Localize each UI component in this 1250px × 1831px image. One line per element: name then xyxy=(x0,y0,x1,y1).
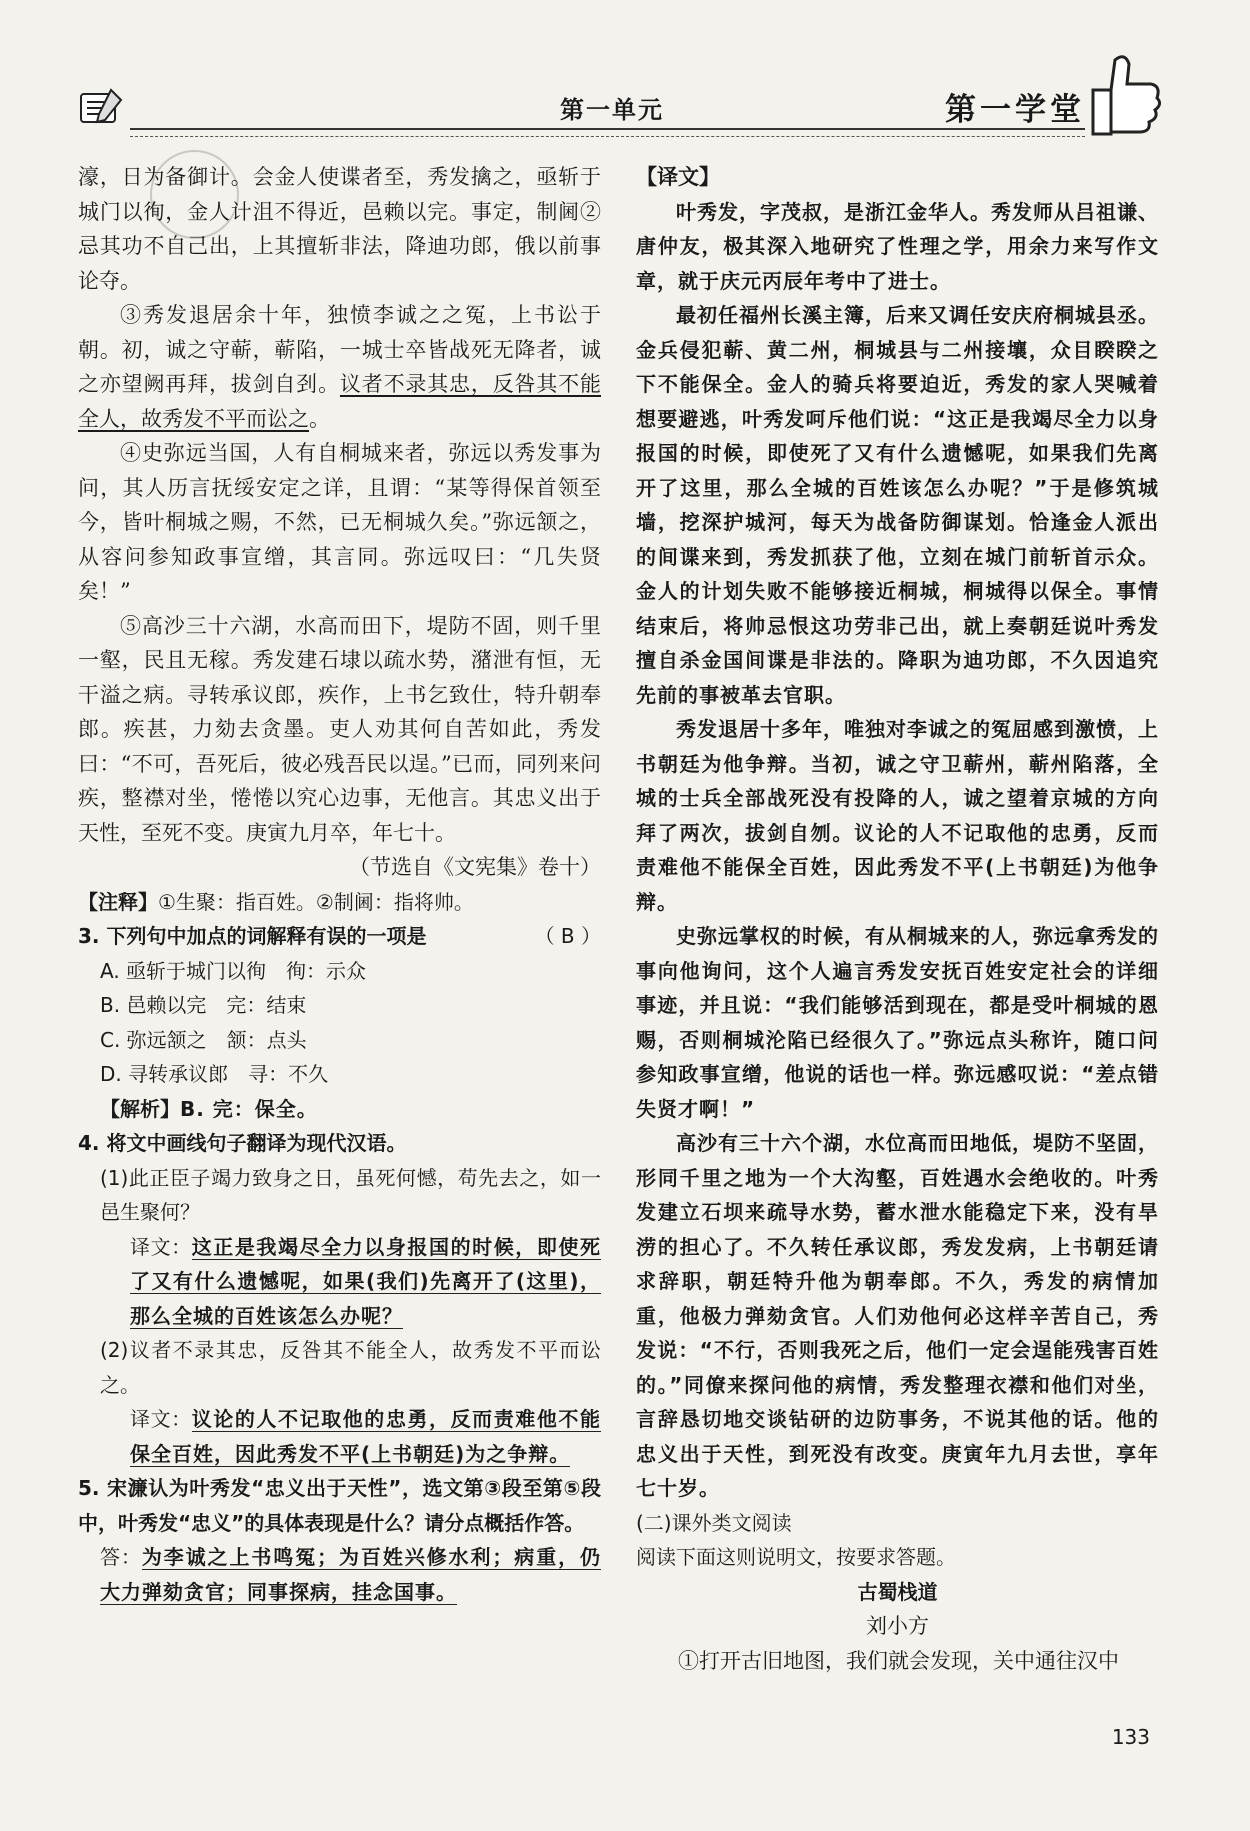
translation-paragraph-2: 最初任福州长溪主簿，后来又调任安庆府桐城县丞。金兵侵犯蕲、黄二州，桐城县与二州接壤，众目睽睽之下不能保全。金人的骑兵将要迫近，秀发的家人哭喊着想要避逃，叶秀发呵斥他们说：“这正是我竭尽全力以身报国的时候，即使死了又有什么遗憾呢，如果我们先离开了这里，那么全城的百姓该怎么办呢？”于是修筑城墙，挖深护城河，每天为战备防御谋划。恰逢金人派出的间谍来到，秀发抓获了他，立刻在城门前斩首示众。金人的计划失败不能够接近桐城，桐城得以保全。事情结束后，将帅忌恨这功劳非己出，就上奏朝廷说叶秀发擅自杀金国间谍是非法的。降职为迪功郎，不久因追究先前的事被革去官职。 xyxy=(636,303,1159,707)
question-3: 3. 下列句中加点的词解释有误的一项是 （ B ） xyxy=(78,919,601,954)
question-5: 5. 宋濂认为叶秀发“忠义出于天性”，选文第③段至第⑤段中，叶秀发“忠义”的具体表现是什么？请分点概括作答。 xyxy=(78,1476,601,1535)
translation-paragraph-4: 史弥远掌权的时候，有从桐城来的人，弥远拿秀发的事向他询问，这个人遍言秀发安抚百姓安定社会的详细事迹，并且说：“我们能够活到现在，都是受叶桐城的恩赐，否则桐城沦陷已经很久了。”弥远点头称许，随口问参知政事宣缯，他说的话也一样。弥远感叹说：“差点错失贤才啊！” xyxy=(636,924,1159,1121)
question-3-option-c: C. 弥远颔之 颔：点头 xyxy=(100,1027,307,1052)
question-3-option-d: D. 寻转承议郎 寻：不久 xyxy=(100,1062,329,1086)
passage-paragraph-5: ⑤高沙三十六湖，水高而田下，堤防不固，则千里一壑，民且无稼。秀发建石埭以疏水势，潴泄有恒，无干溢之病。寻转承议郎，疾作，上书乞致仕，特升朝奉郎。疾甚，力劾去贪墨。吏人劝其何自苦如此，秀发曰：“不可，吾死后，彼必残吾民以逞。”已而，同列来问疾，整襟对坐，惓惓以究心边事，无他言。其忠义出于天性，至死不变。庚寅九月卒，年七十。 xyxy=(78,613,601,845)
page-number: 133 xyxy=(1111,1725,1150,1749)
section-2-title: (二)课外类文阅读 xyxy=(636,1510,792,1535)
passage-source: （节选自《文宪集》卷十） xyxy=(349,855,601,879)
question-4-1: (1)此正臣子竭力致身之日，虽死何憾，苟先去之，如一邑生聚何？ xyxy=(100,1165,601,1224)
page-header xyxy=(75,80,1165,140)
passage-paragraph-3: ③秀发退居余十年，独愤李诚之之冤，上书讼于朝。初，诚之守蕲，蕲陷，一城士卒皆战死无降者，诚之亦望阙再拜，拔剑自刭。议者不录其忠，反咎其不能全人，故秀发不平而讼之。 xyxy=(78,303,602,431)
unit-title: 第一单元 xyxy=(560,95,664,124)
question-4-1-answer: 译文：这正是我竭尽全力以身报国的时候，即使死了又有什么遗憾呢，如果(我们)先离开了(这里)，那么全城的百姓该怎么办呢？ xyxy=(130,1234,602,1328)
question-3-option-b: B. 邑赖以完 完：结束 xyxy=(100,993,307,1017)
left-column xyxy=(78,160,601,1609)
question-5-answer: 答：为李诚之上书鸣冤；为百姓兴修水利；病重，仍大力弹劾贪官；同事探病，挂念国事。 xyxy=(100,1545,602,1604)
notes: 【注释】①生聚：指百姓。②制阃：指将帅。 xyxy=(78,889,474,914)
question-4-2: (2)议者不录其忠，反咎其不能全人，故秀发不平而讼之。 xyxy=(100,1338,601,1397)
right-column xyxy=(636,160,1159,1678)
question-3-option-a: A. 亟斩于城门以徇 徇：示众 xyxy=(100,958,367,983)
question-3-analysis: 【解析】B. 完：保全。 xyxy=(100,1096,318,1121)
header-rule xyxy=(130,128,1085,137)
section-2-intro: 阅读下面这则说明文，按要求答题。 xyxy=(636,1545,956,1569)
thumbs-up-icon xyxy=(1085,52,1165,138)
question-4: 4. 将文中画线句子翻译为现代汉语。 xyxy=(78,1131,407,1155)
underlined-sentence: 议者不录其忠，反咎其不能全人，故秀发不平而讼之 xyxy=(78,372,602,431)
translation-tag: 【译文】 xyxy=(636,165,720,189)
question-3-answer: （ B ） xyxy=(534,924,601,948)
translation-paragraph-3: 秀发退居十多年，唯独对李诚之的冤屈感到激愤，上书朝廷为他争辩。当初，诚之守卫蕲州，蕲州陷落，全城的士兵全部战死没有投降的人，诚之望着京城的方向拜了两次，拔剑自刎。议论的人不记取他的忠勇，反而责难他不能保全百姓，因此秀发不平(上书朝廷)为他争辩。 xyxy=(636,717,1159,914)
translation-paragraph-5: 高沙有三十六个湖，水位高而田地低，堤防不坚固，形同千里之地为一个大沟壑，百姓遇水会绝收的。叶秀发建立石坝来疏导水势，蓄水泄水能稳定下来，没有旱涝的担心了。不久转任承议郎，秀发发病，上书朝廷请求辞职，朝廷特升他为朝奉郎。不久，秀发的病情加重，他极力弹劾贪官。人们劝他何必这样辛苦自己，秀发说：“不行，否则我死之后，他们一定会逞能残害百姓的。”同僚来探问他的病情，秀发整理衣襟和他们对坐，言辞恳切地交谈钻研的边防事务，不说其他的话。他的忠义出于天性，到死没有改变。庚寅年九月去世，享年七十岁。 xyxy=(636,1131,1159,1500)
brand-title: 第一学堂 xyxy=(945,92,1085,128)
book-icon xyxy=(75,86,125,130)
passage-paragraph-4: ④史弥远当国，人有自桐城来者，弥远以秀发事为问，其人历言抚绥安定之详，且谓：“某等得保首领至今，皆叶桐城之赐，不然，已无桐城久矣。”弥远颔之，从容问参知政事宣缯，其言同。弥远叹曰：“几失贤矣！” xyxy=(78,441,601,603)
article-paragraph-1: ①打开古旧地图，我们就会发现，关中通往汉中 xyxy=(678,1648,1119,1673)
article-title: 古蜀栈道 xyxy=(857,1579,938,1604)
translation-paragraph-1: 叶秀发，字茂叔，是浙江金华人。秀发师从吕祖谦、唐仲友，极其深入地研究了性理之学，用余力来写作文章，就于庆元丙辰年考中了进士。 xyxy=(636,199,1159,293)
question-4-2-answer: 译文：议论的人不记取他的忠勇，反而责难他不能保全百姓，因此秀发不平(上书朝廷)为之争辩。 xyxy=(130,1407,602,1466)
article-author: 刘小方 xyxy=(866,1614,929,1638)
passage-paragraph-2: 濠，日为备御计。会金人使谍者至，秀发擒之，亟斩于城门以徇，金人计沮不得近，邑赖以完。事定，制阃②忌其功不自己出，上其擅斩非法，降迪功郎，俄以前事论夺。 xyxy=(78,165,601,293)
